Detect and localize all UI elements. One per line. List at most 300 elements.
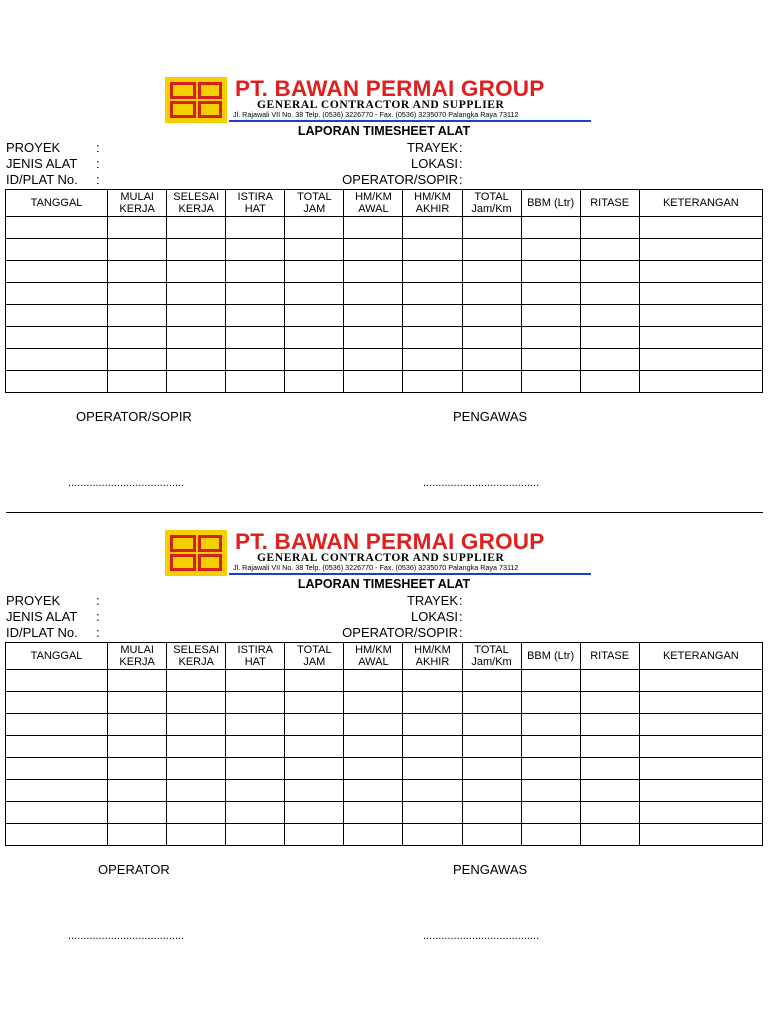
- table-cell[interactable]: [462, 217, 521, 239]
- table-cell[interactable]: [285, 283, 344, 305]
- table-cell[interactable]: [285, 780, 344, 802]
- table-cell[interactable]: [403, 283, 462, 305]
- table-cell[interactable]: [344, 670, 403, 692]
- table-cell[interactable]: [167, 261, 226, 283]
- header-rule: [229, 573, 591, 575]
- company-subtitle: GENERAL CONTRACTOR AND SUPPLIER: [257, 99, 505, 111]
- column-header: [580, 643, 639, 670]
- table-cell[interactable]: [462, 670, 521, 692]
- field-colon: :: [96, 593, 100, 608]
- table-cell[interactable]: [639, 692, 762, 714]
- table-cell[interactable]: [639, 239, 762, 261]
- table-cell[interactable]: [639, 261, 762, 283]
- table-cell[interactable]: [521, 670, 580, 692]
- company-subtitle: GENERAL CONTRACTOR AND SUPPLIER: [257, 552, 505, 564]
- table-row: [6, 824, 763, 846]
- table-cell[interactable]: [462, 758, 521, 780]
- column-header-line: HM/KM: [414, 644, 451, 656]
- column-header: [108, 643, 167, 670]
- table-cell[interactable]: [403, 349, 462, 371]
- table-cell[interactable]: [639, 217, 762, 239]
- table-cell[interactable]: [285, 349, 344, 371]
- table-cell[interactable]: [403, 692, 462, 714]
- table-cell[interactable]: [521, 283, 580, 305]
- table-cell[interactable]: [226, 692, 285, 714]
- field-colon: :: [96, 609, 100, 624]
- table-cell[interactable]: [226, 371, 285, 393]
- table-row: [6, 283, 763, 305]
- column-header: [462, 643, 521, 670]
- table-cell[interactable]: [108, 736, 167, 758]
- table-cell[interactable]: [108, 780, 167, 802]
- company-header: [165, 77, 592, 123]
- column-header-line: TOTAL: [297, 644, 332, 656]
- column-header: [344, 643, 403, 670]
- field-label: LOKASI: [411, 156, 458, 171]
- table-cell[interactable]: [580, 714, 639, 736]
- table-cell[interactable]: [344, 736, 403, 758]
- column-header-line: AWAL: [358, 656, 389, 668]
- column-header: [167, 643, 226, 670]
- table-row: [6, 371, 763, 393]
- table-cell[interactable]: [462, 780, 521, 802]
- table-cell[interactable]: [403, 824, 462, 846]
- table-cell[interactable]: [285, 217, 344, 239]
- table-cell[interactable]: [285, 692, 344, 714]
- table-cell[interactable]: [344, 349, 403, 371]
- table-cell[interactable]: [6, 714, 108, 736]
- table-cell[interactable]: [6, 824, 108, 846]
- column-header: [6, 643, 108, 670]
- table-cell[interactable]: [403, 327, 462, 349]
- column-header-line: BBM (Ltr): [527, 197, 575, 209]
- table-cell[interactable]: [226, 802, 285, 824]
- table-cell[interactable]: [462, 824, 521, 846]
- table-cell[interactable]: [403, 305, 462, 327]
- table-cell[interactable]: [580, 736, 639, 758]
- table-cell[interactable]: [285, 758, 344, 780]
- table-cell[interactable]: [344, 217, 403, 239]
- field-label: TRAYEK: [406, 593, 458, 608]
- table-cell[interactable]: [462, 692, 521, 714]
- column-header-line: RITASE: [590, 650, 630, 662]
- table-cell[interactable]: [167, 670, 226, 692]
- table-cell[interactable]: [462, 327, 521, 349]
- table-cell[interactable]: [108, 692, 167, 714]
- table-cell[interactable]: [580, 670, 639, 692]
- table-cell[interactable]: [6, 327, 108, 349]
- table-cell[interactable]: [226, 780, 285, 802]
- field-label: ID/PLAT No.: [6, 172, 78, 187]
- field-label: OPERATOR/SOPIR: [342, 172, 458, 187]
- timesheet-form-1: [0, 0, 768, 505]
- table-cell[interactable]: [462, 736, 521, 758]
- table-cell[interactable]: [580, 780, 639, 802]
- column-header-line: TANGGAL: [30, 650, 83, 662]
- column-header-line: SELESAI: [173, 644, 220, 656]
- table-cell[interactable]: [462, 283, 521, 305]
- field-colon: :: [459, 593, 463, 608]
- table-cell[interactable]: [639, 349, 762, 371]
- table-cell[interactable]: [6, 261, 108, 283]
- column-header-line: KERJA: [119, 656, 155, 668]
- table-cell[interactable]: [108, 824, 167, 846]
- table-cell[interactable]: [521, 239, 580, 261]
- table-cell[interactable]: [462, 305, 521, 327]
- table-cell[interactable]: [462, 261, 521, 283]
- column-header: [403, 643, 462, 670]
- column-header-line: JAM: [303, 203, 326, 215]
- column-header-line: HM/KM: [355, 191, 392, 203]
- table-cell[interactable]: [521, 349, 580, 371]
- field-colon: :: [459, 172, 463, 187]
- table-cell[interactable]: [167, 714, 226, 736]
- column-header: [521, 190, 580, 217]
- table-cell[interactable]: [167, 327, 226, 349]
- table-cell[interactable]: [285, 371, 344, 393]
- column-header-line: HAT: [244, 203, 266, 215]
- table-cell[interactable]: [639, 758, 762, 780]
- company-header: [165, 530, 592, 576]
- column-header: [285, 643, 344, 670]
- column-header-line: MULAI: [120, 644, 154, 656]
- table-cell[interactable]: [285, 305, 344, 327]
- table-cell[interactable]: [167, 371, 226, 393]
- column-header: [403, 190, 462, 217]
- column-header: [226, 190, 285, 217]
- signature-line-supervisor[interactable]: ......................................: [423, 477, 540, 489]
- table-cell[interactable]: [344, 714, 403, 736]
- table-cell[interactable]: [167, 802, 226, 824]
- column-header-line: AKHIR: [415, 203, 450, 215]
- table-cell[interactable]: [226, 670, 285, 692]
- table-cell[interactable]: [226, 217, 285, 239]
- table-cell[interactable]: [580, 349, 639, 371]
- table-cell[interactable]: [6, 692, 108, 714]
- table-header-row: [6, 643, 763, 670]
- table-cell[interactable]: [344, 305, 403, 327]
- company-logo: [165, 77, 227, 123]
- table-cell[interactable]: [344, 239, 403, 261]
- table-cell[interactable]: [580, 692, 639, 714]
- sheet-divider: [6, 512, 763, 513]
- column-header: [580, 190, 639, 217]
- table-cell[interactable]: [226, 239, 285, 261]
- column-header: [226, 643, 285, 670]
- table-cell[interactable]: [580, 261, 639, 283]
- table-cell[interactable]: [639, 670, 762, 692]
- table-cell[interactable]: [108, 283, 167, 305]
- table-cell[interactable]: [580, 305, 639, 327]
- table-row: [6, 261, 763, 283]
- column-header-line: HAT: [244, 656, 266, 668]
- table-cell[interactable]: [580, 824, 639, 846]
- table-cell[interactable]: [6, 371, 108, 393]
- table-cell[interactable]: [108, 239, 167, 261]
- table-cell[interactable]: [344, 371, 403, 393]
- column-header: [167, 190, 226, 217]
- table-cell[interactable]: [6, 349, 108, 371]
- timesheet-table: [5, 189, 763, 393]
- table-cell[interactable]: [108, 670, 167, 692]
- company-name: PT. BAWAN PERMAI GROUP: [235, 76, 545, 101]
- table-cell[interactable]: [226, 349, 285, 371]
- table-cell[interactable]: [344, 283, 403, 305]
- form-title: LAPORAN TIMESHEET ALAT: [297, 124, 471, 138]
- table-cell[interactable]: [167, 349, 226, 371]
- table-cell[interactable]: [167, 217, 226, 239]
- table-cell[interactable]: [108, 327, 167, 349]
- table-cell[interactable]: [167, 305, 226, 327]
- table-cell[interactable]: [226, 305, 285, 327]
- signature-label-supervisor: PENGAWAS: [453, 862, 528, 877]
- table-cell[interactable]: [6, 802, 108, 824]
- table-cell[interactable]: [108, 349, 167, 371]
- table-cell[interactable]: [521, 371, 580, 393]
- table-cell[interactable]: [639, 736, 762, 758]
- column-header-line: KETERANGAN: [662, 650, 739, 662]
- table-cell[interactable]: [344, 824, 403, 846]
- table-cell[interactable]: [580, 283, 639, 305]
- field-label: TRAYEK: [406, 140, 458, 155]
- column-header-line: TANGGAL: [30, 197, 83, 209]
- table-cell[interactable]: [521, 758, 580, 780]
- table-cell[interactable]: [521, 217, 580, 239]
- column-header-line: HM/KM: [414, 191, 451, 203]
- table-row: [6, 327, 763, 349]
- field-colon: :: [96, 172, 100, 187]
- table-cell[interactable]: [580, 239, 639, 261]
- column-header: [521, 643, 580, 670]
- table-cell[interactable]: [226, 283, 285, 305]
- table-cell[interactable]: [521, 692, 580, 714]
- table-cell[interactable]: [167, 824, 226, 846]
- field-colon: :: [96, 156, 100, 171]
- table-cell[interactable]: [462, 371, 521, 393]
- table-cell[interactable]: [403, 371, 462, 393]
- table-cell[interactable]: [226, 824, 285, 846]
- signature-line-operator[interactable]: ......................................: [68, 477, 185, 489]
- table-cell[interactable]: [639, 305, 762, 327]
- table-cell[interactable]: [285, 239, 344, 261]
- column-header: [344, 190, 403, 217]
- table-row: [6, 239, 763, 261]
- table-cell[interactable]: [285, 736, 344, 758]
- signature-line-operator[interactable]: ......................................: [68, 930, 185, 942]
- table-cell[interactable]: [108, 758, 167, 780]
- table-cell[interactable]: [462, 349, 521, 371]
- table-cell[interactable]: [403, 261, 462, 283]
- timesheet-form-2: [0, 453, 768, 958]
- field-colon: :: [459, 156, 463, 171]
- table-row: [6, 736, 763, 758]
- column-header-line: KERJA: [178, 203, 214, 215]
- table-cell[interactable]: [580, 802, 639, 824]
- table-cell[interactable]: [403, 670, 462, 692]
- table-cell[interactable]: [521, 305, 580, 327]
- column-header-line: BBM (Ltr): [527, 650, 575, 662]
- table-cell[interactable]: [580, 758, 639, 780]
- table-cell[interactable]: [639, 327, 762, 349]
- signature-label-supervisor: PENGAWAS: [453, 409, 528, 424]
- signature-label-operator: OPERATOR/SOPIR: [76, 409, 192, 424]
- table-cell[interactable]: [108, 714, 167, 736]
- table-cell[interactable]: [108, 371, 167, 393]
- table-cell[interactable]: [6, 670, 108, 692]
- table-cell[interactable]: [226, 261, 285, 283]
- table-cell[interactable]: [344, 692, 403, 714]
- table-cell[interactable]: [6, 305, 108, 327]
- column-header-line: RITASE: [590, 197, 630, 209]
- table-cell[interactable]: [108, 305, 167, 327]
- table-cell[interactable]: [167, 758, 226, 780]
- table-cell[interactable]: [285, 261, 344, 283]
- column-header-line: Jam/Km: [471, 203, 512, 215]
- table-cell[interactable]: [521, 802, 580, 824]
- column-header-line: MULAI: [120, 191, 154, 203]
- table-row: [6, 714, 763, 736]
- table-row: [6, 217, 763, 239]
- field-label: JENIS ALAT: [6, 156, 78, 171]
- table-cell[interactable]: [521, 736, 580, 758]
- table-cell[interactable]: [403, 780, 462, 802]
- column-header: [285, 190, 344, 217]
- table-cell[interactable]: [344, 802, 403, 824]
- table-cell[interactable]: [580, 371, 639, 393]
- table-cell[interactable]: [639, 371, 762, 393]
- column-header-line: JAM: [303, 656, 326, 668]
- table-cell[interactable]: [285, 824, 344, 846]
- table-cell[interactable]: [521, 824, 580, 846]
- column-header-line: Jam/Km: [471, 656, 512, 668]
- table-cell[interactable]: [6, 283, 108, 305]
- timesheet-table: [5, 642, 763, 846]
- table-cell[interactable]: [226, 736, 285, 758]
- column-header-line: HM/KM: [355, 644, 392, 656]
- table-row: [6, 780, 763, 802]
- table-header-row: [6, 190, 763, 217]
- field-colon: :: [96, 140, 100, 155]
- table-cell[interactable]: [167, 736, 226, 758]
- table-cell[interactable]: [462, 802, 521, 824]
- column-header-line: ISTIRA: [237, 644, 273, 656]
- table-cell[interactable]: [639, 780, 762, 802]
- table-row: [6, 692, 763, 714]
- table-row: [6, 670, 763, 692]
- table-cell[interactable]: [639, 283, 762, 305]
- table-cell[interactable]: [403, 758, 462, 780]
- column-header: [462, 190, 521, 217]
- field-label: PROYEK: [6, 593, 61, 608]
- column-header-line: SELESAI: [173, 191, 220, 203]
- table-cell[interactable]: [344, 327, 403, 349]
- table-cell[interactable]: [403, 217, 462, 239]
- table-cell[interactable]: [403, 736, 462, 758]
- table-cell[interactable]: [6, 780, 108, 802]
- field-label: OPERATOR/SOPIR: [342, 625, 458, 640]
- column-header-line: TOTAL: [297, 191, 332, 203]
- table-cell[interactable]: [285, 714, 344, 736]
- field-label: JENIS ALAT: [6, 609, 78, 624]
- table-cell[interactable]: [167, 692, 226, 714]
- table-cell[interactable]: [285, 327, 344, 349]
- table-cell[interactable]: [521, 714, 580, 736]
- table-cell[interactable]: [167, 283, 226, 305]
- table-cell[interactable]: [521, 261, 580, 283]
- column-header: [108, 190, 167, 217]
- table-cell[interactable]: [344, 780, 403, 802]
- table-cell[interactable]: [6, 758, 108, 780]
- company-address: Jl. Rajawali VII No. 38 Telp. (0536) 3226770 - Fax. (0536) 3235070 Palangka Raya 73112: [233, 110, 519, 119]
- field-colon: :: [459, 140, 463, 155]
- table-row: [6, 305, 763, 327]
- table-cell[interactable]: [344, 261, 403, 283]
- company-address: Jl. Rajawali VII No. 38 Telp. (0536) 3226770 - Fax. (0536) 3235070 Palangka Raya 73112: [233, 563, 519, 572]
- table-cell[interactable]: [403, 802, 462, 824]
- table-cell[interactable]: [285, 670, 344, 692]
- table-cell[interactable]: [167, 780, 226, 802]
- column-header-line: TOTAL: [474, 191, 509, 203]
- signature-label-operator: OPERATOR: [98, 862, 170, 877]
- field-colon: :: [459, 609, 463, 624]
- table-cell[interactable]: [344, 758, 403, 780]
- form-title: LAPORAN TIMESHEET ALAT: [297, 577, 471, 591]
- table-cell[interactable]: [108, 217, 167, 239]
- table-cell[interactable]: [285, 802, 344, 824]
- column-header-line: KETERANGAN: [662, 197, 739, 209]
- signature-line-supervisor[interactable]: ......................................: [423, 930, 540, 942]
- column-header-line: ISTIRA: [237, 191, 273, 203]
- table-row: [6, 758, 763, 780]
- table-cell[interactable]: [521, 780, 580, 802]
- column-header-line: TOTAL: [474, 644, 509, 656]
- table-cell[interactable]: [462, 714, 521, 736]
- table-cell[interactable]: [521, 327, 580, 349]
- table-cell[interactable]: [226, 327, 285, 349]
- column-header-line: KERJA: [119, 203, 155, 215]
- table-cell[interactable]: [580, 327, 639, 349]
- field-label: ID/PLAT No.: [6, 625, 78, 640]
- company-logo: [165, 530, 227, 576]
- header-rule: [229, 120, 591, 122]
- table-cell[interactable]: [167, 239, 226, 261]
- column-header-line: AKHIR: [415, 656, 450, 668]
- column-header: [639, 190, 762, 217]
- table-cell[interactable]: [639, 714, 762, 736]
- column-header: [6, 190, 108, 217]
- table-cell[interactable]: [403, 239, 462, 261]
- table-cell[interactable]: [6, 217, 108, 239]
- table-cell[interactable]: [403, 714, 462, 736]
- table-cell[interactable]: [226, 714, 285, 736]
- table-cell[interactable]: [462, 239, 521, 261]
- table-cell[interactable]: [108, 261, 167, 283]
- table-row: [6, 349, 763, 371]
- table-row: [6, 802, 763, 824]
- table-cell[interactable]: [108, 802, 167, 824]
- table-cell[interactable]: [580, 217, 639, 239]
- field-colon: :: [459, 625, 463, 640]
- table-cell[interactable]: [6, 239, 108, 261]
- table-cell[interactable]: [6, 736, 108, 758]
- column-header: [639, 643, 762, 670]
- column-header-line: AWAL: [358, 203, 389, 215]
- company-name: PT. BAWAN PERMAI GROUP: [235, 529, 545, 554]
- field-colon: :: [96, 625, 100, 640]
- table-cell[interactable]: [639, 824, 762, 846]
- table-cell[interactable]: [639, 802, 762, 824]
- table-cell[interactable]: [226, 758, 285, 780]
